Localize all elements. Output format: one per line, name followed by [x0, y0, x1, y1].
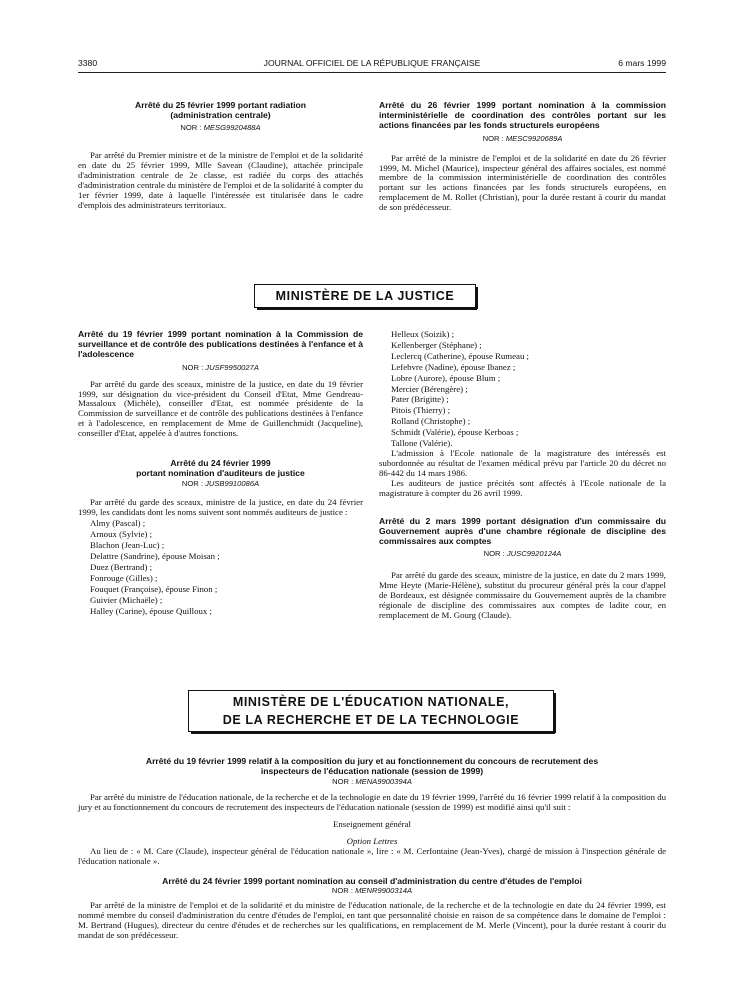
- article-title-auditeurs: [78, 458, 363, 478]
- list-item: Tallone (Valérie).: [391, 438, 453, 449]
- education-section: [78, 756, 666, 941]
- title-line: portant nomination d'auditeurs de justice: [136, 468, 305, 479]
- list-item: Schmidt (Valérie), épouse Kerboas ;: [391, 427, 519, 438]
- list-item: Lobre (Aurore), épouse Blum ;: [391, 372, 501, 383]
- article-body: Par arrêté du Premier ministre et de la ministre de l'emploi et de la solidarité en date du 25 février 1999, Mlle Savean (Claudine), attachée principale d'administration centrale de 2e classe, est radiée du corps des attachés d'administration centrale du ministère de l'emploi et de la solidarité à compter du 1er février 1999, date à laquelle l'intéressée est titularisée dans le cadre d'emplois des administrateurs territoriaux.: [78, 150, 363, 210]
- section-heading: Enseignement général: [333, 819, 411, 830]
- list-item: Guivier (Michaële) ;: [90, 594, 163, 605]
- list-item: Halley (Carine), épouse Quilloux ;: [90, 605, 212, 616]
- article-title-commissaire: Arrêté du 2 mars 1999 portant désignation d'un commissaire du Gouvernement auprès d'une chambre régionale de discipline des commissaires aux comptes: [379, 515, 666, 546]
- list-item: Helleux (Soizik) ;: [391, 329, 455, 339]
- list-item: Rolland (Christophe) ;: [391, 416, 471, 427]
- list-item: Fonrouge (Gilles) ;: [90, 572, 158, 583]
- article-body: Par arrêté du garde des sceaux, ministre de la justice, en date du 2 mars 1999, Mme Heyte (Marie-Hélène), substitut du procureur général près la cour d'appel de Bordeaux, est désignée commissaire du Gouvernement auprès de la chambre régionale de discipline des commissaires aux comptes de ladite cour, en remplacement de M. Gourg (Claude).: [379, 570, 666, 620]
- list-item: Pater (Brigitte) ;: [391, 394, 449, 405]
- amendment-text: Au lieu de : « M. Care (Claude), inspecteur général de l'éducation nationale », lire : « M. Cerfontaine (Jean-Yves), chargé de mission à l'inspection générale de l'éducation nationale ».: [78, 846, 666, 866]
- ministry-justice-heading: MINISTÈRE DE LA JUSTICE: [254, 284, 476, 308]
- heading-line: MINISTÈRE DE L'ÉDUCATION NATIONALE,: [232, 695, 510, 709]
- article-title-commission-publications: Arrêté du 19 février 1999 portant nomination à la Commission de surveillance et de contrôle des publications destinées à l'enfance et à l'adolescence: [78, 329, 363, 360]
- list-item: Lefebvre (Nadine), épouse Ibanez ;: [391, 361, 516, 372]
- heading-line: DE LA RECHERCHE ET DE LA TECHNOLOGIE: [222, 713, 520, 727]
- auditeurs-list-part1: [78, 518, 363, 616]
- article-body: Par arrêté de la ministre de l'emploi et de la solidarité et du ministre de l'éducation nationale, de la recherche et de la technologie en date du 24 février 1999, est nommé membre du conseil d'administration du centre d'études de l'emploi, en tant que personnalité choisie en raison de sa compétence dans le domaine de l'emploi : M. Bertrand (Hugues), directeur du centre d'études et de recherches sur les qualifications, en remplacement de M. Merle (Vincent), pour la durée restant à courir du mandat de son prédécesseur.: [78, 900, 666, 940]
- nor-code: JUSC9920124A: [506, 549, 562, 559]
- list-item: Leclercq (Catherine), épouse Rumeau ;: [391, 350, 530, 361]
- list-item: Kellenberger (Stéphane) ;: [391, 339, 482, 350]
- article-commission-coordination: [379, 100, 666, 213]
- page-number: 3380: [78, 58, 98, 68]
- article-body: Par arrêté du garde des sceaux, ministre de la justice, en date du 24 février 1999, les candidats dont les noms suivent sont nommés auditeurs de justice :: [78, 497, 363, 518]
- nor-line: NOR : MESG9920488A: [180, 123, 261, 133]
- nor-code: MENA9900394A: [355, 777, 412, 787]
- article-body: Par arrêté de la ministre de l'emploi et de la solidarité en date du 26 février 1999, M. Michel (Maurice), inspecteur général des affaires sociales, est nommé membre de la commission interministérielle de coordination des contrôles portant sur les actions financées par les fonds structurels européens, en remplacement de M. Rollet (Christian), pour la durée restant à courir du mandat de son prédécesseur.: [379, 152, 666, 213]
- list-item: Pitois (Thierry) ;: [391, 405, 451, 416]
- article-title: Arrêté du 25 février 1999 portant radiation (administration centrale): [135, 100, 306, 121]
- affectation-paragraph: Les auditeurs de justice précités sont affectés à l'Ecole nationale de la magistrature à compter du 26 avril 1999.: [379, 477, 666, 498]
- justice-right-column: [379, 329, 666, 621]
- issue-date: 6 mars 1999: [618, 58, 666, 68]
- list-item: Duez (Bertrand) ;: [90, 561, 153, 572]
- nor-line: NOR : MENR9900314A: [331, 886, 413, 896]
- list-item: Blachon (Jean-Luc) ;: [90, 540, 165, 551]
- nor-line: NOR : JUSC9920124A: [483, 549, 562, 559]
- list-item: Almy (Pascal) ;: [90, 518, 146, 529]
- page-header: [78, 58, 666, 70]
- article-radiation: [78, 100, 363, 211]
- nor-line: NOR : JUSB9910086A: [181, 479, 260, 489]
- article-body: Par arrêté du garde des sceaux, ministre de la justice, en date du 19 février 1999, sur désignation du vice-président du Conseil d'Etat, Mme Gendreau-Massaloux (Michèle), conseiller d'Etat, est nommée présidente de la Commission de surveillance et de contrôle des publications destinées à l'enfance et à l'adolescence, en remplacement de Mme de Guillenchmidt (Jacqueline), conseiller d'Etat, appelée à d'autres fonctions.: [78, 378, 363, 439]
- option-heading: Option Lettres: [346, 836, 398, 847]
- nor-line: NOR : MESC9920689A: [482, 133, 563, 143]
- nor-code: JUSF9950027A: [205, 362, 259, 372]
- list-item: Delattre (Sandrine), épouse Moisan ;: [90, 550, 220, 561]
- article-title: Arrêté du 26 février 1999 portant nomination à la commission interministérielle de coordination des contrôles portant sur les actions financées par les fonds structurels européens: [379, 100, 666, 131]
- justice-left-column: [78, 329, 363, 616]
- nor-code: MESG9920488A: [203, 123, 261, 133]
- article-title-centre-etudes: Arrêté du 24 février 1999 portant nomination au conseil d'administration du centre d'études de l'emploi: [162, 875, 582, 886]
- article-title-jury: Arrêté du 19 février 1999 relatif à la composition du jury et au fonctionnement du concours de recrutement des inspecteurs de l'éducation nationale (session de 1999): [145, 756, 599, 777]
- admission-paragraph: L'admission à l'Ecole nationale de la magistrature des intéressés est subordonnée au résultat de l'examen médical prévu par l'article 20 du décret no 86-442 du 14 mars 1986.: [379, 447, 666, 478]
- nor-line: NOR : MENA9900394A: [332, 777, 412, 787]
- article-body: Par arrêté du ministre de l'éducation nationale, de la recherche et de la technologie en date du 19 février 1999, l'arrêté du 16 février 1999 relatif à la composition du jury et au fonctionnement du concours de recrutement des inspecteurs de l'éducation nationale (session de 1999) est modifié ainsi qu'il suit :: [78, 792, 666, 813]
- ministry-education-heading: [188, 690, 554, 732]
- nor-code: MESC9920689A: [505, 133, 563, 143]
- list-item: Mercier (Bérengère) ;: [391, 383, 468, 394]
- title-line: Arrêté du 24 février 1999: [170, 458, 271, 469]
- nor-line: NOR : JUSF9950027A: [182, 362, 259, 372]
- auditeurs-list-part2: [379, 329, 666, 449]
- nor-code: MENR9900314A: [355, 886, 413, 896]
- header-rule: [78, 72, 666, 73]
- list-item: Fouquet (Françoise), épouse Finon ;: [90, 583, 218, 594]
- list-item: Arnoux (Sylvie) ;: [90, 529, 153, 540]
- nor-code: JUSB9910086A: [205, 479, 260, 489]
- journal-title: JOURNAL OFFICIEL DE LA RÉPUBLIQUE FRANÇAISE: [263, 58, 481, 68]
